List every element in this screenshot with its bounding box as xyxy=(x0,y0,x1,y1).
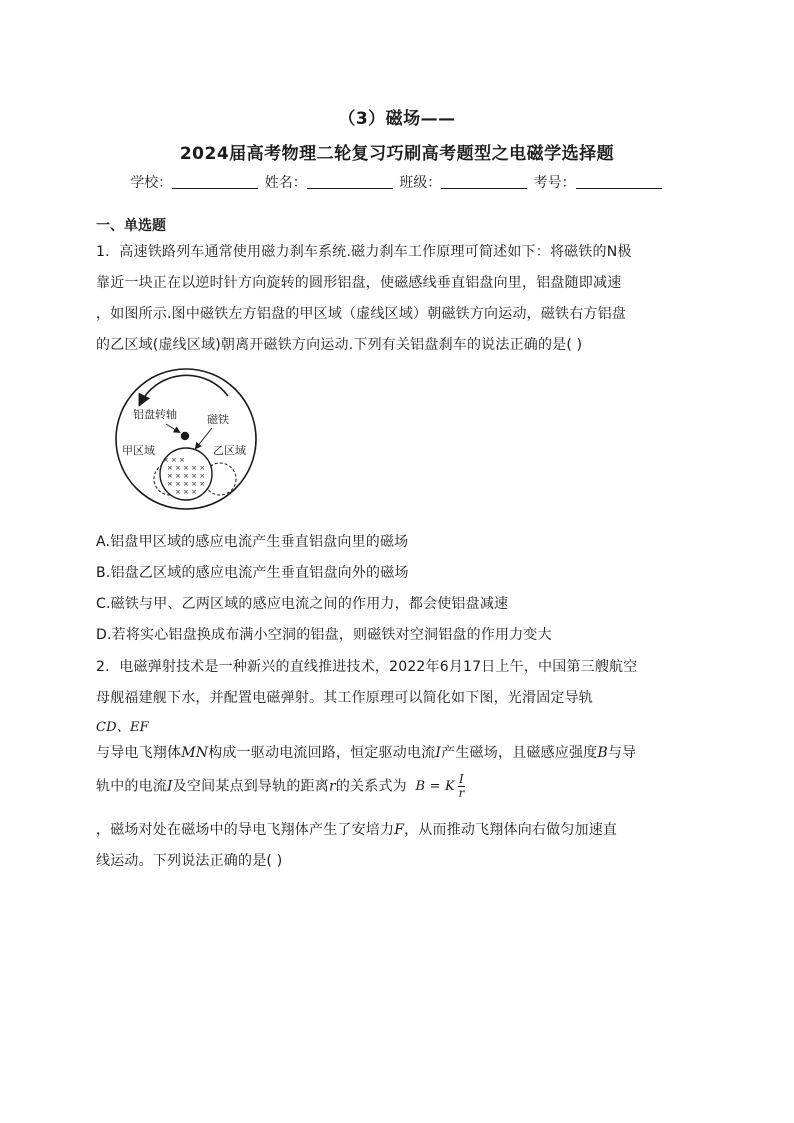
q2-line4-b: 构成一驱动电流回路，恒定驱动电流 xyxy=(208,745,436,761)
q2-line-1: 2．电磁弹射技术是一种新兴的直线推进技术，2022年6月17日上午，中国第三艘航空 xyxy=(96,659,638,675)
formula-denominator: r xyxy=(458,786,465,800)
label-axle: 铝盘转轴 xyxy=(133,408,177,421)
q1-line-2: 靠近一块正在以逆时针方向旋转的圆形铝盘，使磁感线垂直铝盘向里，铝盘随即减速 xyxy=(96,275,622,291)
q1-line-3: ，如图所示.图中磁铁左方铝盘的甲区域（虚线区域）朝磁铁方向运动，磁铁右方铝盘 xyxy=(96,306,627,322)
formula-lhs: B = K xyxy=(415,779,455,794)
q2-line6-b: ，从而推动飞翔体向右做匀加速直 xyxy=(404,822,618,838)
svg-text:× × × × ×: × × × × × xyxy=(166,480,206,488)
svg-text:× × ×: × × × xyxy=(174,488,198,496)
q2-line6-a: ，磁场对处在磁场中的导电飞翔体产生了安培力 xyxy=(96,822,395,838)
q2-line5-c: 的关系式为 xyxy=(335,778,407,795)
q1-option-d[interactable]: D.若将实心铝盘换成布满小空洞的铝盘，则磁铁对空洞铝盘的作用力变大 xyxy=(96,627,552,643)
title-line-1: （3）磁场—— xyxy=(338,109,456,129)
school-blank[interactable] xyxy=(172,174,258,189)
rotation-arrow-icon xyxy=(140,375,228,404)
title-line-2: 2024届高考物理二轮复习巧刷高考题型之电磁学选择题 xyxy=(179,144,615,164)
q2-var-i2: I xyxy=(167,778,173,795)
q2-line-5 xyxy=(96,773,465,800)
section-title: 一、单选题 xyxy=(96,218,166,234)
q2-var-b: B xyxy=(597,745,608,761)
q2-line-6 xyxy=(96,819,617,839)
formula-b-equals-ki-over-r xyxy=(416,773,465,800)
student-info-row xyxy=(0,172,794,192)
q2-line4-c: 产生磁场，且磁感应强度 xyxy=(441,745,598,761)
svg-text:× × ×: × × × xyxy=(162,456,186,464)
formula-numerator: I xyxy=(458,772,464,786)
q2-var-i: I xyxy=(435,745,442,761)
q2-line5-b: 及空间某点到导轨的距离 xyxy=(172,778,329,795)
q2-var-f: F xyxy=(394,822,405,838)
label-magnet: 磁铁 xyxy=(207,413,229,426)
axle-pointer-line xyxy=(166,424,179,432)
label-region-yi: 乙区域 xyxy=(213,444,246,457)
q1-line-1: 1．高速铁路列车通常使用磁力刹车系统.磁力刹车工作原理可简述如下：将磁铁的N极 xyxy=(96,244,632,260)
axle-dot xyxy=(181,432,189,440)
q1-line-4: 的乙区域(虚线区域)朝离开磁铁方向运动.下列有关铝盘刹车的说法正确的是( ) xyxy=(96,337,583,353)
class-blank[interactable] xyxy=(441,174,527,189)
q2-var-r: r xyxy=(328,778,336,795)
class-label: 班级： xyxy=(399,175,442,191)
aluminum-disc-figure xyxy=(108,366,270,514)
q2-rails: CD、EF xyxy=(96,720,149,735)
label-region-jia: 甲区域 xyxy=(122,444,155,457)
name-label: 姓名： xyxy=(264,175,307,191)
q1-option-a[interactable]: A.铝盘甲区域的感应电流产生垂直铝盘向里的磁场 xyxy=(96,534,409,550)
exam-number-blank[interactable] xyxy=(576,174,662,189)
q2-line-4 xyxy=(96,742,636,762)
q2-line4-a: 与导电飞翔体 xyxy=(96,745,182,761)
svg-text:× × × × ×: × × × × × xyxy=(166,472,206,480)
exam-number-label: 考号： xyxy=(533,175,576,191)
formula-fraction xyxy=(458,773,465,800)
q1-option-c[interactable]: C.磁铁与甲、乙两区域的感应电流之间的作用力，都会使铝盘减速 xyxy=(96,596,509,612)
q1-option-b[interactable]: B.铝盘乙区域的感应电流产生垂直铝盘向外的磁场 xyxy=(96,565,409,581)
q2-var-mn: MN xyxy=(181,745,209,761)
q2-line-2: 母舰福建舰下水，并配置电磁弹射。其工作原理可以简化如下图，光滑固定导轨 xyxy=(96,690,593,706)
name-blank[interactable] xyxy=(307,174,393,189)
svg-text:× × × × ×: × × × × × xyxy=(166,464,206,472)
magnet-pointer-line xyxy=(196,428,212,448)
school-label: 学校： xyxy=(130,175,173,191)
q2-line-7: 线运动。下列说法正确的是( ) xyxy=(96,853,283,869)
q2-line5-a: 轨中的电流 xyxy=(96,778,167,795)
q2-line4-d: 与导 xyxy=(607,745,637,761)
